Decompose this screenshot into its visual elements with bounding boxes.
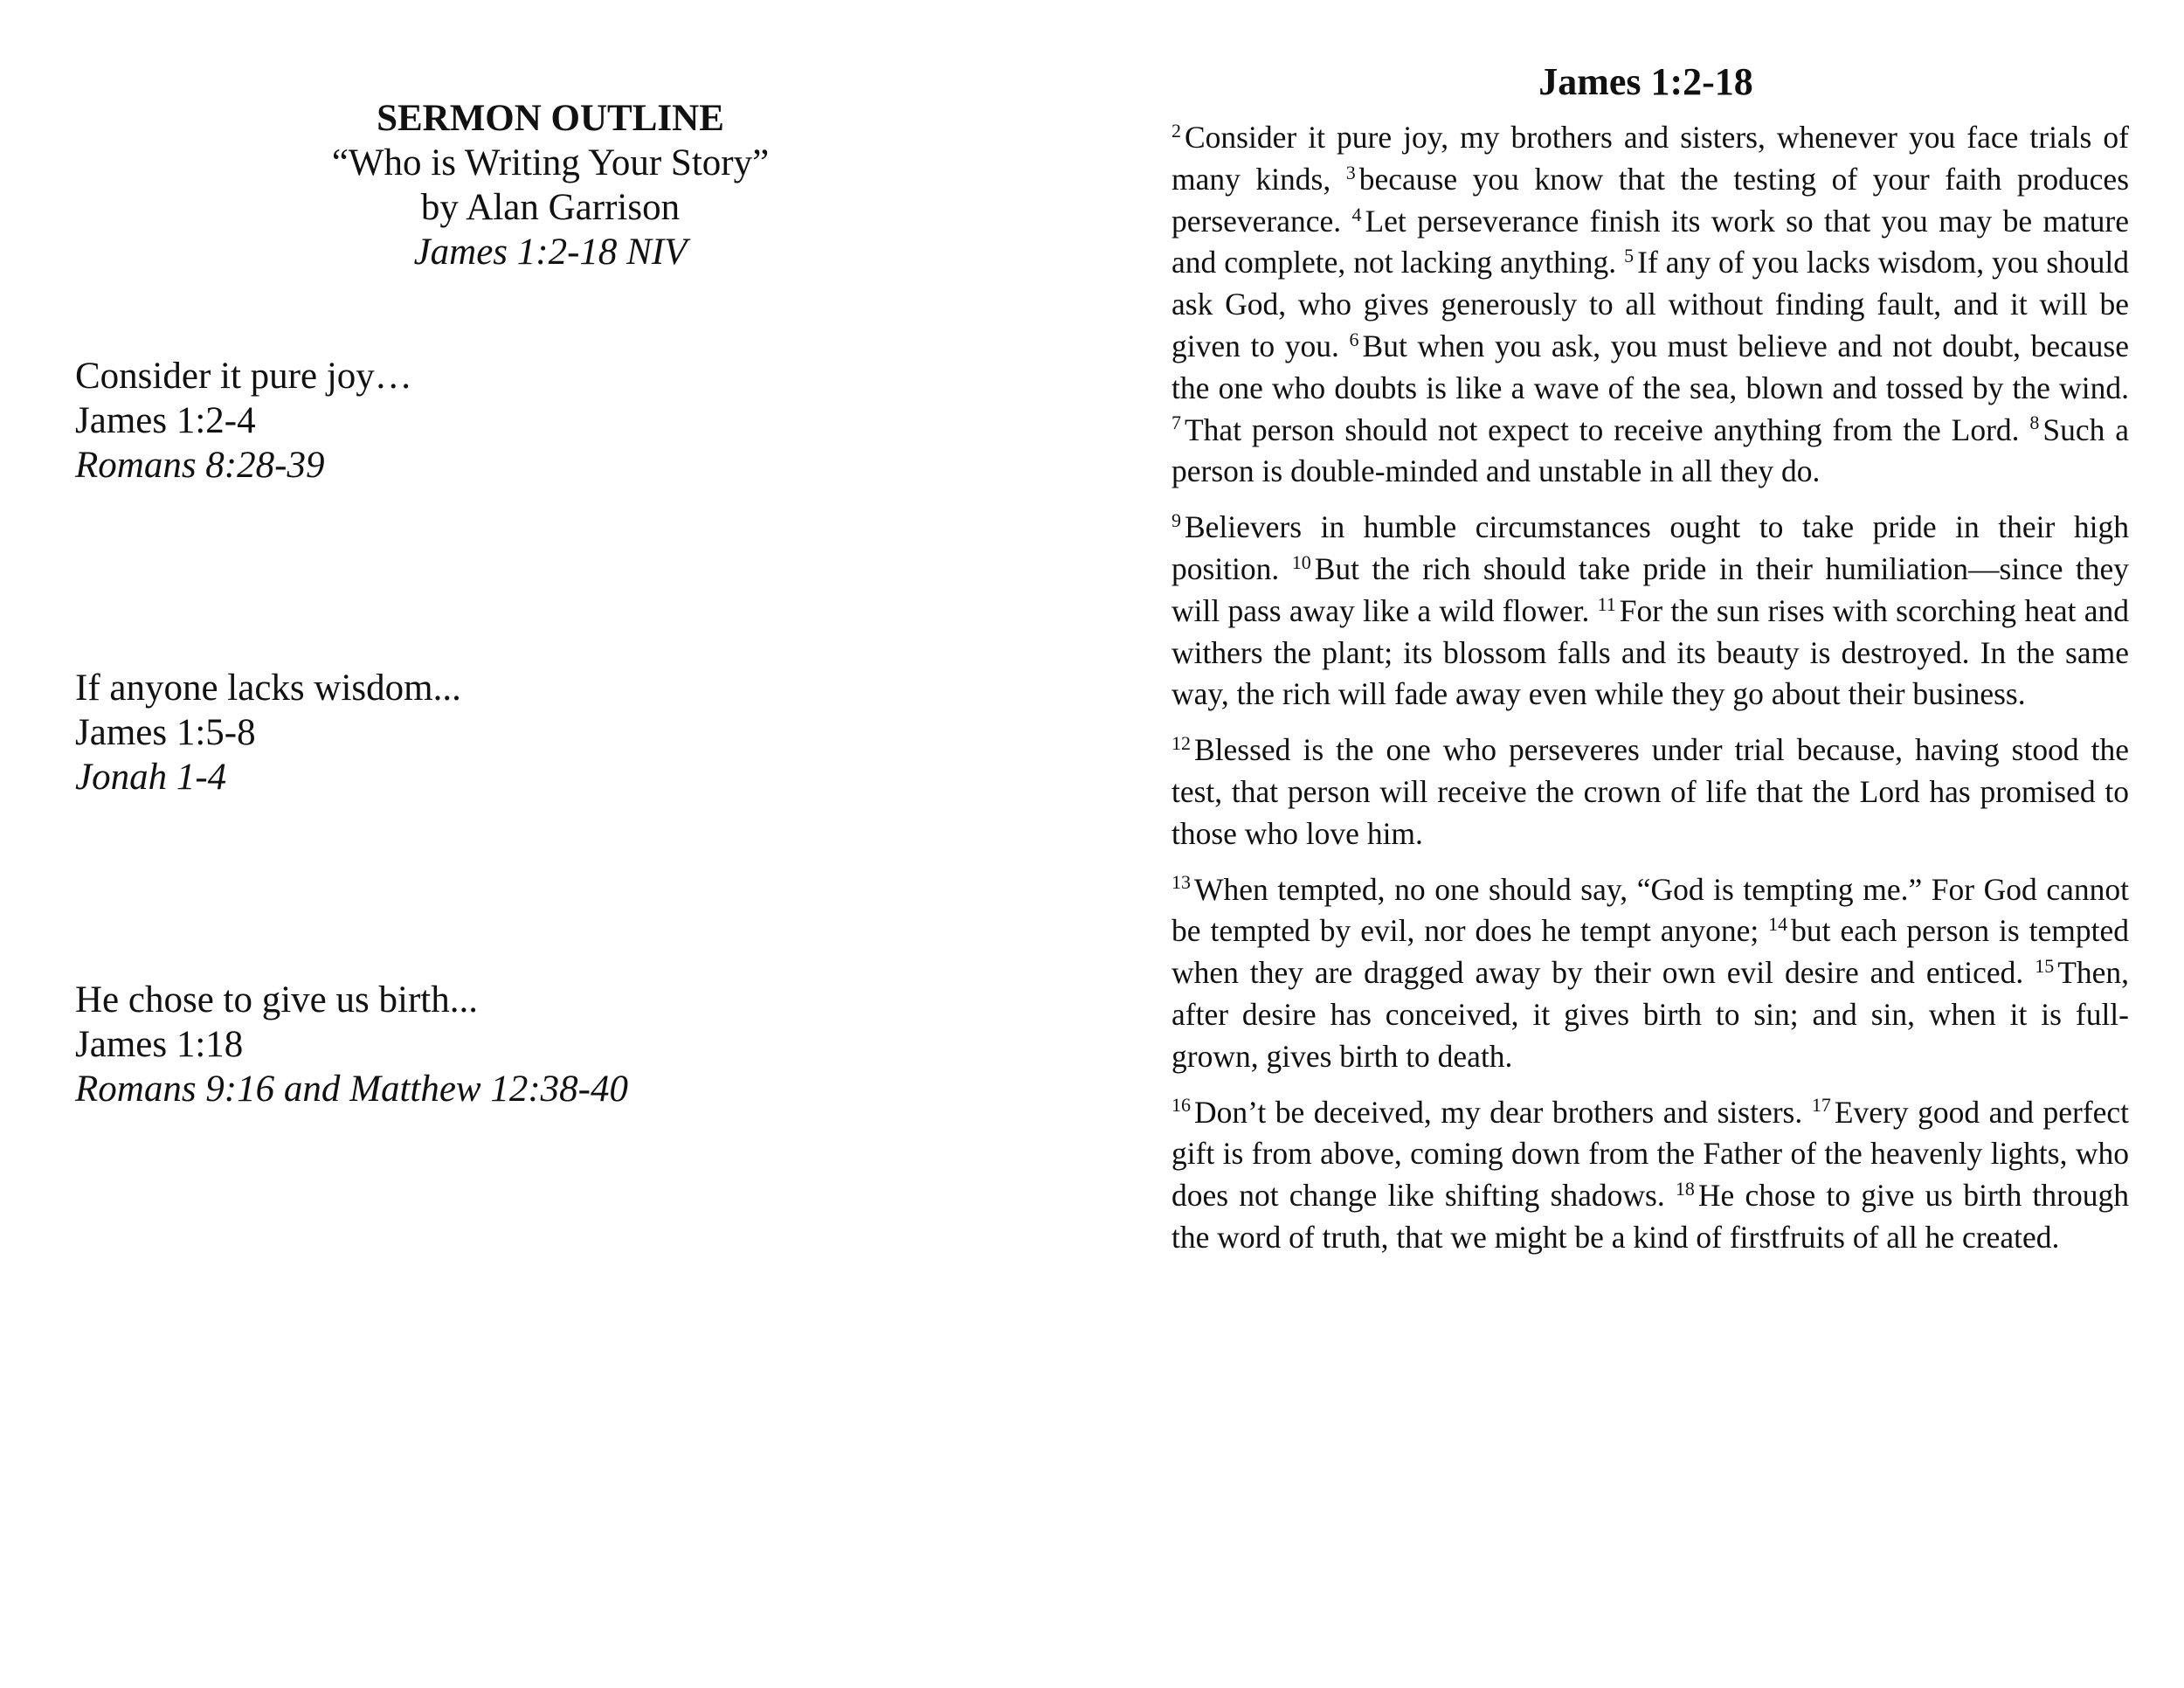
- passage-paragraph: [1171, 117, 2129, 493]
- scripture-passage: [1171, 117, 2129, 1273]
- point-heading: Consider it pure joy…: [75, 356, 412, 397]
- verse-number: 2: [1171, 119, 1181, 142]
- outline-point: [75, 978, 628, 1111]
- point-cross-reference: Jonah 1-4: [75, 757, 227, 798]
- passage-paragraph: [1171, 730, 2129, 854]
- verse-number: 8: [2029, 412, 2040, 434]
- point-heading: If anyone lacks wisdom...: [75, 668, 461, 709]
- passage-paragraph: [1171, 869, 2129, 1078]
- sermon-scripture-reference: James 1:2-18 NIV: [413, 232, 688, 273]
- passage-paragraph: [1171, 1092, 2129, 1259]
- verse-text: But the rich should take pride in their humiliation—since they will pass away like a wild flower.: [1171, 550, 2129, 628]
- verse-text: Such a person is double-minded and unstable in all they do.: [1171, 412, 2130, 489]
- verse-text: Believers in humble circumstances ought to take pride in their high position.: [1171, 509, 2129, 586]
- point-heading: He chose to give us birth...: [75, 979, 478, 1020]
- outline-header: [0, 96, 1101, 274]
- point-reference: James 1:2-4: [75, 400, 256, 441]
- verse-text: He chose to give us birth through the word of truth, that we might be a kind of firstfruits of all he created.: [1171, 1178, 2129, 1255]
- verse-text: If any of you lacks wisdom, you should ask God, who gives generously to all without finding fault, and it will be given to you.: [1171, 245, 2130, 363]
- verse-text: But when you ask, you must believe and not doubt, because the one who doubts is like a wave of the sea, blown and tossed by the wind.: [1171, 328, 2130, 405]
- verse-number: 14: [1768, 913, 1788, 936]
- verse-number: 12: [1171, 732, 1191, 755]
- verse-number: 13: [1171, 871, 1191, 894]
- verse-text: Every good and perfect gift is from above, coming down from the Father of the heavenly lights, who does not change like shifting shadows.: [1171, 1094, 2130, 1214]
- point-reference: James 1:18: [75, 1024, 244, 1065]
- sermon-title: “Who is Writing Your Story”: [331, 142, 770, 183]
- sermon-author: by Alan Garrison: [420, 187, 681, 228]
- verse-number: 10: [1291, 550, 1311, 573]
- verse-text: For the sun rises with scorching heat and withers the plant; its blossom falls and its beauty is destroyed. In the same way, the rich will fade away even while they go about their business.: [1171, 592, 2129, 712]
- verse-number: 6: [1349, 328, 1359, 350]
- outline-point: [75, 354, 412, 488]
- verse-text: Consider it pure joy, my brothers and sisters, whenever you face trials of many kinds,: [1171, 120, 2129, 197]
- verse-number: 5: [1624, 245, 1635, 267]
- verse-number: 9: [1171, 509, 1181, 532]
- verse-text: because you know that the testing of your faith produces perseverance.: [1171, 161, 2130, 239]
- outline-point: [75, 666, 461, 799]
- verse-text: When tempted, no one should say, “God is tempting me.” For God cannot be tempted by evil, nor does he tempt anyone;: [1171, 871, 2129, 949]
- passage-title: James 1:2-18: [1538, 60, 1753, 103]
- verse-number: 11: [1597, 592, 1616, 615]
- verse-text: Don’t be deceived, my dear brothers and sisters.: [1194, 1094, 1803, 1130]
- verse-number: 4: [1351, 203, 1362, 225]
- point-cross-reference: Romans 8:28-39: [75, 445, 325, 486]
- outline-title: SERMON OUTLINE: [377, 98, 724, 139]
- passage-paragraph: [1171, 507, 2129, 716]
- verse-text: Blessed is the one who perseveres under trial because, having stood the test, that person will receive the crown of life that the Lord has promised to those who love him.: [1171, 732, 2129, 851]
- verse-number: 3: [1345, 161, 1356, 183]
- verse-number: 17: [1811, 1094, 1831, 1117]
- verse-text: That person should not expect to receive anything from the Lord.: [1185, 412, 2020, 447]
- point-reference: James 1:5-8: [75, 712, 256, 753]
- verse-text: Let perseverance finish its work so that you may be mature and complete, not lacking anything.: [1171, 203, 2130, 280]
- verse-number: 15: [2035, 955, 2055, 978]
- verse-number: 16: [1171, 1094, 1191, 1117]
- point-cross-reference: Romans 9:16 and Matthew 12:38-40: [75, 1069, 628, 1110]
- verse-number: 18: [1675, 1178, 1695, 1200]
- verse-text: but each person is tempted when they are dragged away by their own evil desire and enticed.: [1171, 913, 2129, 991]
- verse-number: 7: [1171, 412, 1181, 434]
- verse-text: Then, after desire has conceived, it gives birth to sin; and sin, when it is full-grown, gives birth to death.: [1171, 955, 2130, 1074]
